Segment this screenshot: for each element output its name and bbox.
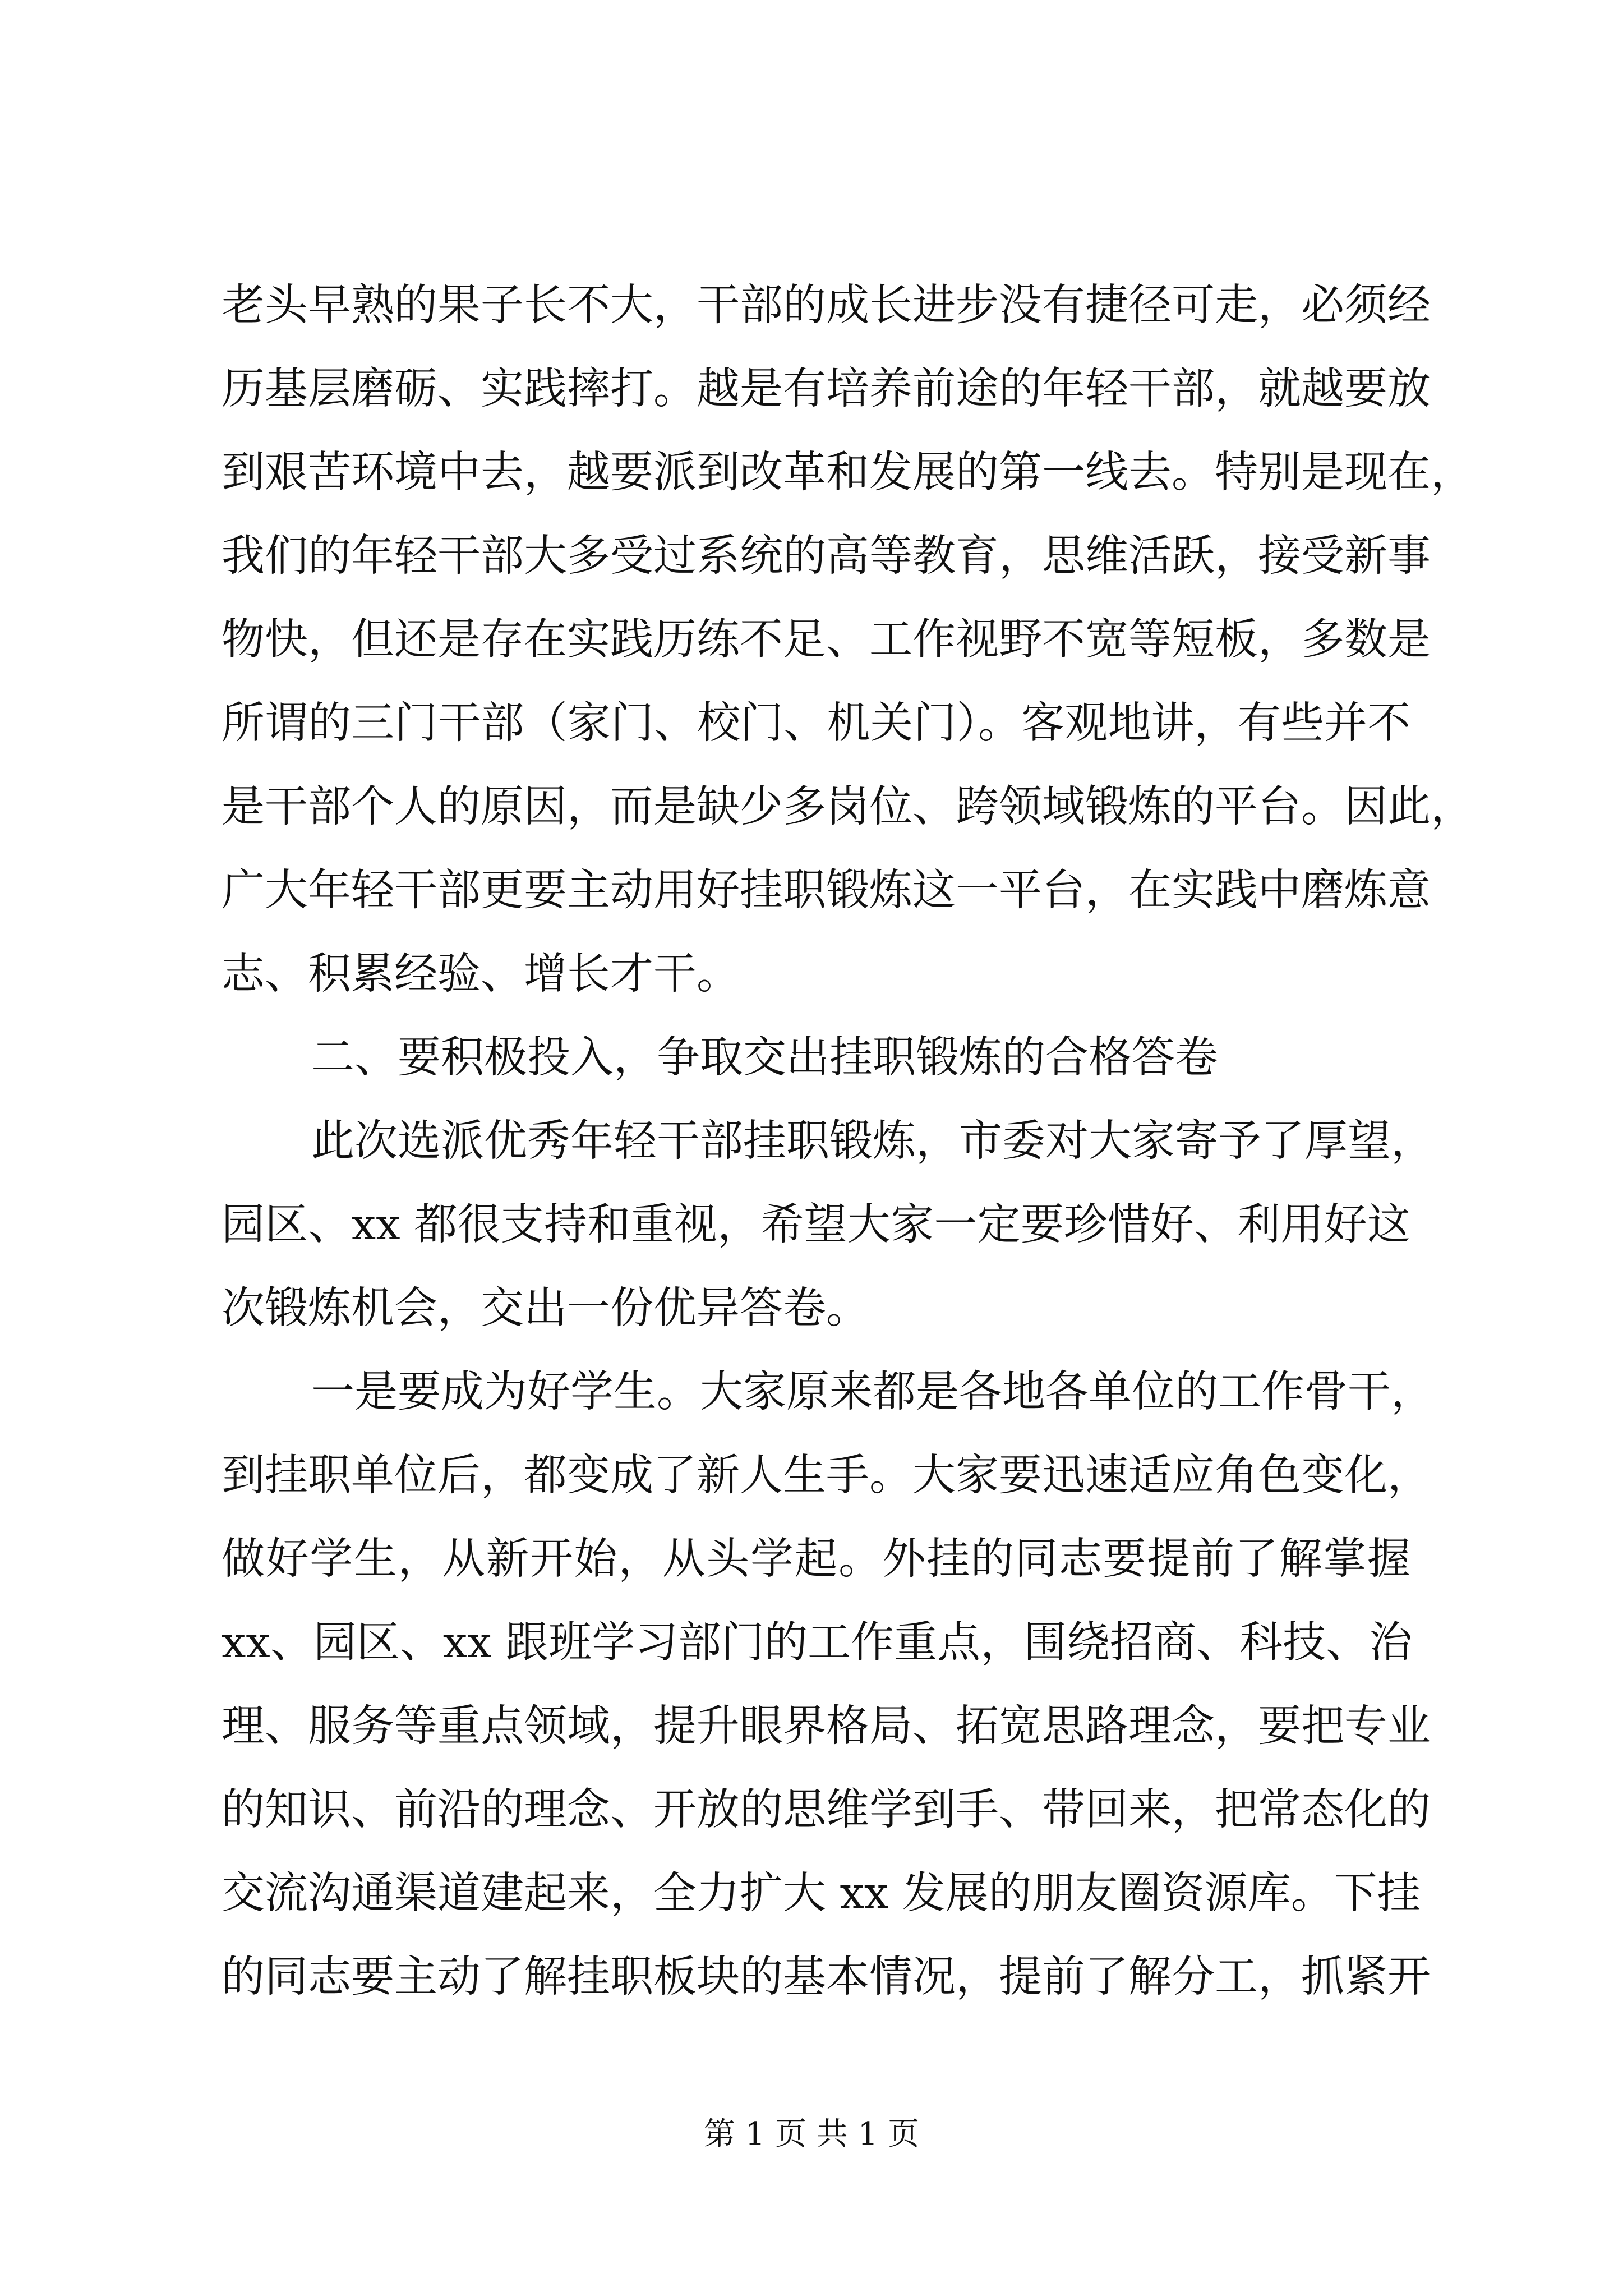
text-line: 我们的年轻干部大多受过系统的高等教育，思维活跃，接受新事 — [222, 531, 1431, 581]
text-line: 此次选派优秀年轻干部挂职锻炼，市委对大家寄予了厚望， — [311, 1116, 1434, 1166]
text-line: xx、园区、xx 跟班学习部门的工作重点，围绕招商、科技、治 — [222, 1618, 1413, 1668]
text-line: 的知识、前沿的理念、开放的思维学到手、带回来，把常态化的 — [222, 1785, 1431, 1835]
text-line: 园区、xx 都很支持和重视，希望大家一定要珍惜好、利用好这 — [222, 1200, 1410, 1250]
text-line: 所谓的三门干部（家门、校门、机关门）。客观地讲，有些并不 — [222, 698, 1410, 748]
text-line: 到挂职单位后，都变成了新人生手。大家要迅速适应角色变化， — [222, 1451, 1431, 1501]
text-line: 交流沟通渠道建起来，全力扩大 xx 发展的朋友圈资源库。下挂 — [222, 1869, 1421, 1918]
text-line: 做好学生，从新开始，从头学起。外挂的同志要提前了解掌握 — [222, 1534, 1410, 1584]
text-line: 老头早熟的果子长不大，干部的成长进步没有捷径可走，必须经 — [222, 280, 1431, 330]
text-line: 广大年轻干部更要主动用好挂职锻炼这一平台，在实践中磨炼意 — [222, 866, 1431, 915]
text-line: 物快，但还是存在实践历练不足、工作视野不宽等短板，多数是 — [222, 615, 1431, 665]
text-line: 次锻炼机会，交出一份优异答卷。 — [222, 1283, 869, 1333]
text-line: 二、要积极投入，争取交出挂职锻炼的合格答卷 — [311, 1033, 1218, 1083]
text-line: 到艰苦环境中去，越要派到改革和发展的第一线去。特别是现在， — [222, 448, 1474, 498]
body-text — [222, 264, 1474, 2019]
text-line: 一是要成为好学生。大家原来都是各地各单位的工作骨干， — [311, 1367, 1434, 1417]
text-line: 志、积累经验、增长才干。 — [222, 949, 740, 999]
page-footer: 第 1 页 共 1 页 — [703, 2116, 920, 2152]
text-line: 理、服务等重点领域，提升眼界格局、拓宽思路理念，要把专业 — [222, 1701, 1431, 1751]
text-line: 的同志要主动了解挂职板块的基本情况，提前了解分工，抓紧开 — [222, 1952, 1431, 2002]
text-line: 是干部个人的原因，而是缺少多岗位、跨领域锻炼的平台。因此， — [222, 782, 1474, 832]
text-line: 历基层磨砺、实践摔打。越是有培养前途的年轻干部，就越要放 — [222, 364, 1431, 414]
